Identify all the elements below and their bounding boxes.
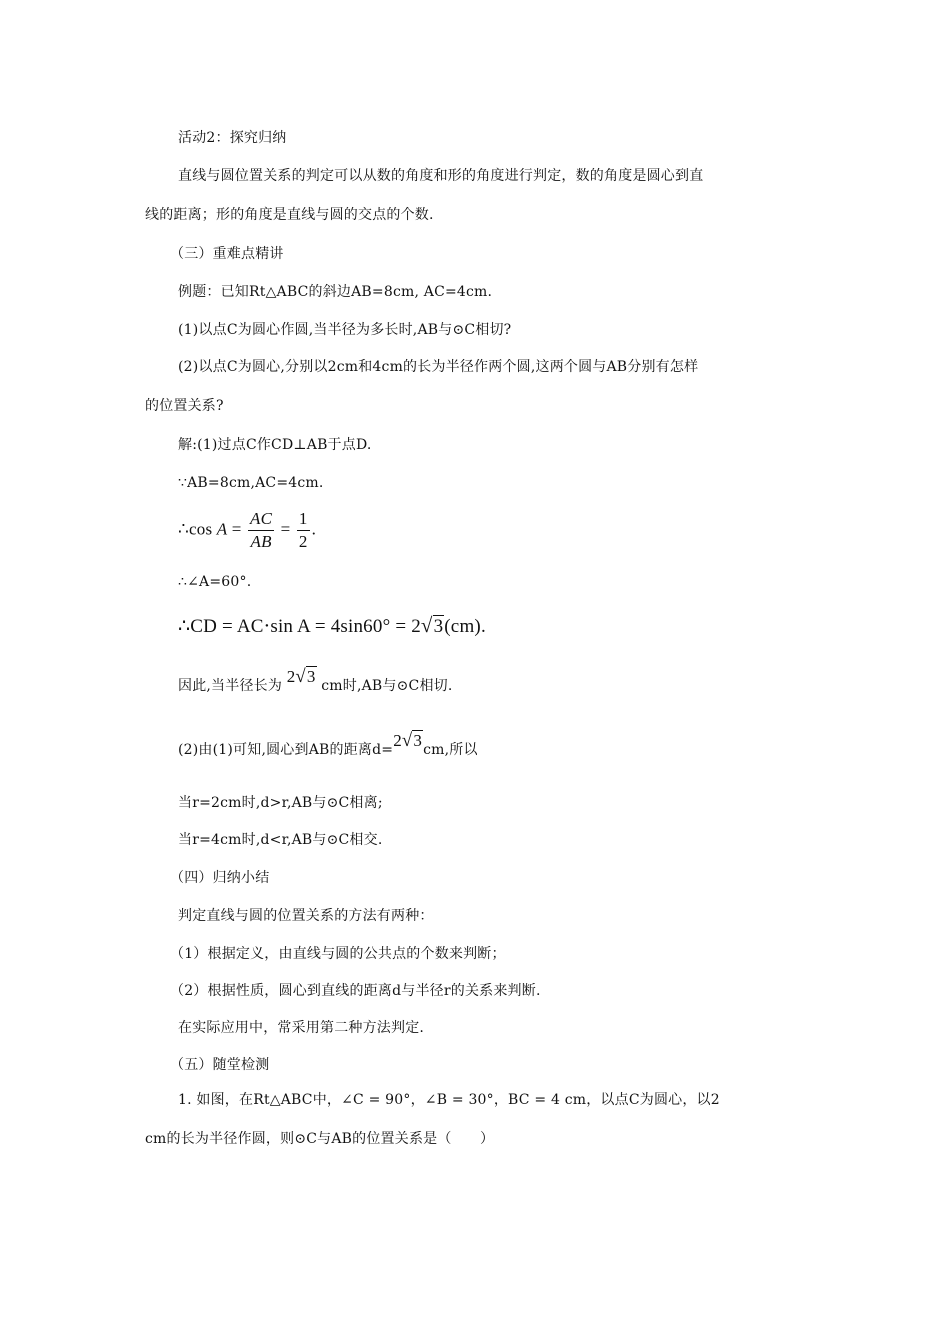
radicand: 3: [433, 616, 444, 637]
summary-method-2: （2）根据性质，圆心到直线的距离d与半径r的关系来判断.: [170, 983, 541, 999]
case-r-2: 当r=2cm时,d>r,AB与⊙C相离;: [178, 795, 383, 811]
cd-unit: (cm).: [444, 616, 486, 637]
fraction-ac-ab: [248, 508, 274, 553]
example-question-1: (1)以点C为圆心作圆,当半径为多长时,AB与⊙C相切?: [178, 322, 512, 338]
section-3-heading: （三）重难点精讲: [170, 246, 284, 262]
two-root-three: [393, 731, 423, 750]
example-statement: 例题：已知Rt△ABC的斜边AB=8cm, AC=4cm.: [178, 284, 493, 300]
equals-sign: =: [231, 519, 242, 539]
two-root-three: [287, 667, 317, 686]
paragraph-line: 直线与圆位置关系的判定可以从数的角度和形的角度进行判定，数的角度是圆心到直: [178, 168, 704, 184]
section-4-heading: （四）归纳小结: [170, 870, 270, 886]
radical-icon: √: [295, 666, 306, 687]
sqrt-expression: [421, 612, 444, 640]
numerator: AC: [248, 508, 274, 531]
cd-expression: ∴CD = AC⋅sin A = 4sin60° = 2: [178, 616, 421, 637]
radicand: 3: [413, 731, 423, 750]
section-5-heading: （五）随堂检测: [170, 1057, 270, 1073]
example-question-2: (2)以点C为圆心,分别以2cm和4cm的长为半径作两个圆,这两个圆与AB分别有怎样: [178, 359, 699, 375]
case-r-4: 当r=4cm时,d<r,AB与⊙C相交.: [178, 832, 383, 848]
text-segment: cm,所以: [423, 742, 478, 758]
cd-formula: [178, 612, 486, 640]
equals-sign: =: [280, 519, 291, 539]
tangent-conclusion: [178, 666, 453, 699]
radicand: 3: [306, 667, 316, 686]
text-segment: cm时,AB与⊙C相切.: [321, 678, 453, 694]
exercise-1: 1. 如图，在Rt△ABC中，∠C = 90°，∠B = 30°，BC = 4 cm，以点C为圆心，以2: [178, 1092, 720, 1108]
summary-method-1: （1）根据定义，由直线与圆的公共点的个数来判断；: [170, 946, 506, 962]
summary-intro: 判定直线与圆的位置关系的方法有两种：: [178, 908, 434, 924]
coefficient: 2: [393, 731, 402, 750]
fraction-one-half: [297, 508, 310, 553]
angle-result: ∴∠A=60°.: [178, 574, 252, 590]
exercise-1-cont: cm的长为半径作圆，则⊙C与AB的位置关系是（ ）: [145, 1131, 495, 1147]
paragraph-line: 线的距离；形的角度是直线与圆的交点的个数.: [145, 207, 434, 223]
distance-statement: [178, 730, 478, 763]
radical-icon: √: [401, 730, 413, 751]
text-segment: 因此,当半径长为: [178, 678, 283, 694]
solution-step: 解:(1)过点C作CD⊥AB于点D.: [178, 437, 372, 453]
radical-icon: √: [420, 613, 433, 637]
cos-formula: [178, 508, 316, 553]
numerator: 1: [297, 508, 310, 531]
text-segment: (2)由(1)可知,圆心到AB的距离d=: [178, 742, 394, 758]
period: .: [311, 519, 317, 539]
denominator: 2: [298, 532, 308, 551]
angle-var: A: [216, 519, 228, 539]
example-question-2-cont: 的位置关系?: [145, 398, 224, 414]
activity-2-heading: 活动2：探究归纳: [178, 130, 287, 146]
denominator: AB: [250, 532, 272, 551]
solution-step: ∵AB=8cm,AC=4cm.: [178, 475, 324, 491]
coefficient: 2: [286, 667, 296, 686]
therefore-cos: ∴cos: [178, 519, 213, 539]
summary-conclusion: 在实际应用中，常采用第二种方法判定.: [178, 1020, 425, 1036]
